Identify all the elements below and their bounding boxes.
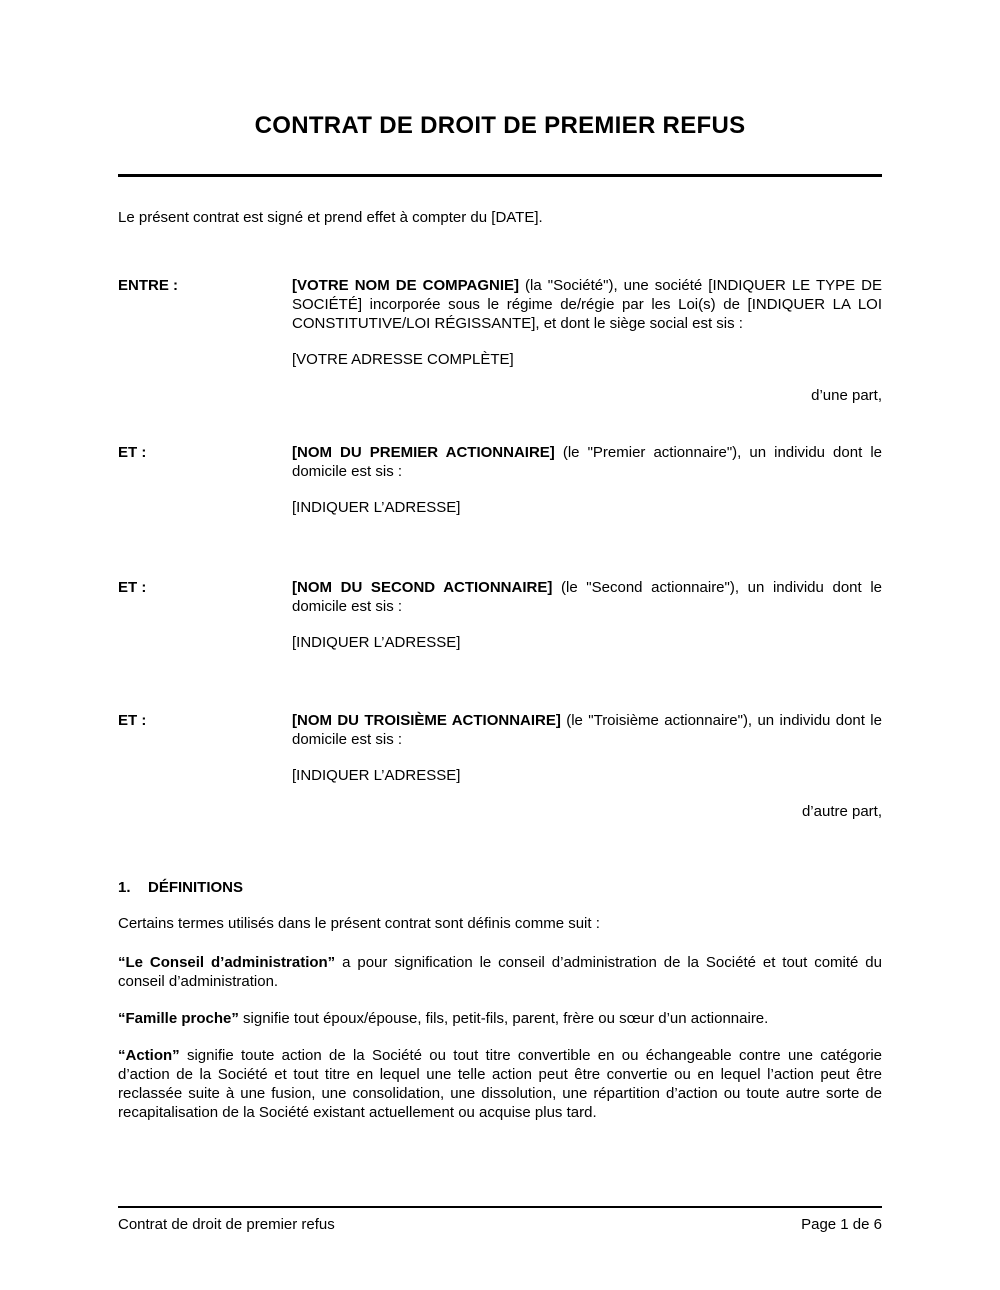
party-content bbox=[292, 578, 882, 652]
party-label: ET : bbox=[118, 579, 147, 596]
party-label: ET : bbox=[118, 712, 147, 729]
definition-text: a pour signification le conseil d’administration de la Société et tout comité du conseil d’administration. bbox=[118, 954, 882, 990]
section-heading-definitions bbox=[118, 878, 882, 897]
section-number: 1. bbox=[118, 879, 131, 896]
party-block-entre bbox=[118, 276, 882, 405]
party-description-text: (la "Société"), une société [INDIQUER LE TYPE DE SOCIÉTÉ] incorporée sous le régime de/régie par les Loi(s) de [INDIQUER LA LOI CONSTITUTIVE/LOI RÉGISSANTE], et dont le siège social est sis : bbox=[292, 277, 882, 332]
party-description bbox=[292, 276, 882, 333]
party-address: [VOTRE ADRESSE COMPLÈTE] bbox=[292, 351, 514, 368]
party-address: [INDIQUER L’ADRESSE] bbox=[292, 634, 461, 651]
party-description-text: (le "Premier actionnaire"), un individu dont le domicile est sis : bbox=[292, 444, 882, 480]
party-label: ENTRE : bbox=[118, 277, 178, 294]
definition-text: signifie tout époux/épouse, fils, petit-fils, parent, frère ou sœur d’un actionnaire. bbox=[238, 1010, 769, 1027]
party-name: [NOM DU PREMIER ACTIONNAIRE] bbox=[292, 444, 555, 461]
party-block-et-2 bbox=[118, 578, 882, 652]
definition-famille bbox=[118, 1009, 882, 1028]
party-description-text: (le "Troisième actionnaire"), un individu dont le domicile est sis : bbox=[292, 712, 882, 748]
document-title: CONTRAT DE DROIT DE PREMIER REFUS bbox=[254, 112, 746, 139]
party-address: [INDIQUER L’ADRESSE] bbox=[292, 767, 461, 784]
definition-conseil bbox=[118, 953, 882, 991]
definition-term: “Action” bbox=[118, 1047, 180, 1064]
footer-rule bbox=[118, 1206, 882, 1208]
party-content bbox=[292, 276, 882, 405]
title-rule bbox=[118, 174, 882, 177]
footer-page-number: Page 1 de 6 bbox=[801, 1216, 882, 1233]
party-name: [NOM DU SECOND ACTIONNAIRE] bbox=[292, 579, 553, 596]
section-title: DÉFINITIONS bbox=[148, 879, 244, 896]
definition-term: “Famille proche” bbox=[118, 1010, 239, 1027]
definition-term: “Le Conseil d’administration” bbox=[118, 954, 336, 971]
party-description-text: (le "Second actionnaire"), un individu dont le domicile est sis : bbox=[292, 579, 882, 615]
party-content bbox=[292, 711, 882, 821]
party-description bbox=[292, 578, 882, 616]
party-closing: d’une part, bbox=[811, 387, 882, 404]
party-content bbox=[292, 443, 882, 517]
intro-paragraph: Le présent contrat est signé et prend effet à compter du [DATE]. bbox=[118, 209, 543, 226]
party-block-et-1 bbox=[118, 443, 882, 517]
footer-document-title: Contrat de droit de premier refus bbox=[118, 1216, 335, 1233]
definitions-lead: Certains termes utilisés dans le présent contrat sont définis comme suit : bbox=[118, 915, 600, 932]
party-address: [INDIQUER L’ADRESSE] bbox=[292, 499, 461, 516]
party-description bbox=[292, 711, 882, 749]
party-closing: d’autre part, bbox=[801, 803, 882, 820]
definition-text: signifie toute action de la Société ou tout titre convertible en ou échangeable contre une catégorie d’action de la Société et tout titre en lequel une telle action peut être convertie ou en lequel l’action peut être reclassée suite à une fusion, une consolidation, une dissolution, une répartition d’action ou toute autre sorte de recapitalisation de la Société existant actuellement ou acquise plus tard. bbox=[118, 1047, 882, 1121]
party-name: [NOM DU TROISIÈME ACTIONNAIRE] bbox=[292, 712, 561, 729]
page-footer bbox=[118, 1206, 882, 1233]
party-description bbox=[292, 443, 882, 481]
footer-row bbox=[118, 1216, 882, 1233]
party-block-et-3 bbox=[118, 711, 882, 821]
party-name: [VOTRE NOM DE COMPAGNIE] bbox=[292, 277, 520, 294]
party-label: ET : bbox=[118, 444, 147, 461]
definition-action bbox=[118, 1046, 882, 1122]
